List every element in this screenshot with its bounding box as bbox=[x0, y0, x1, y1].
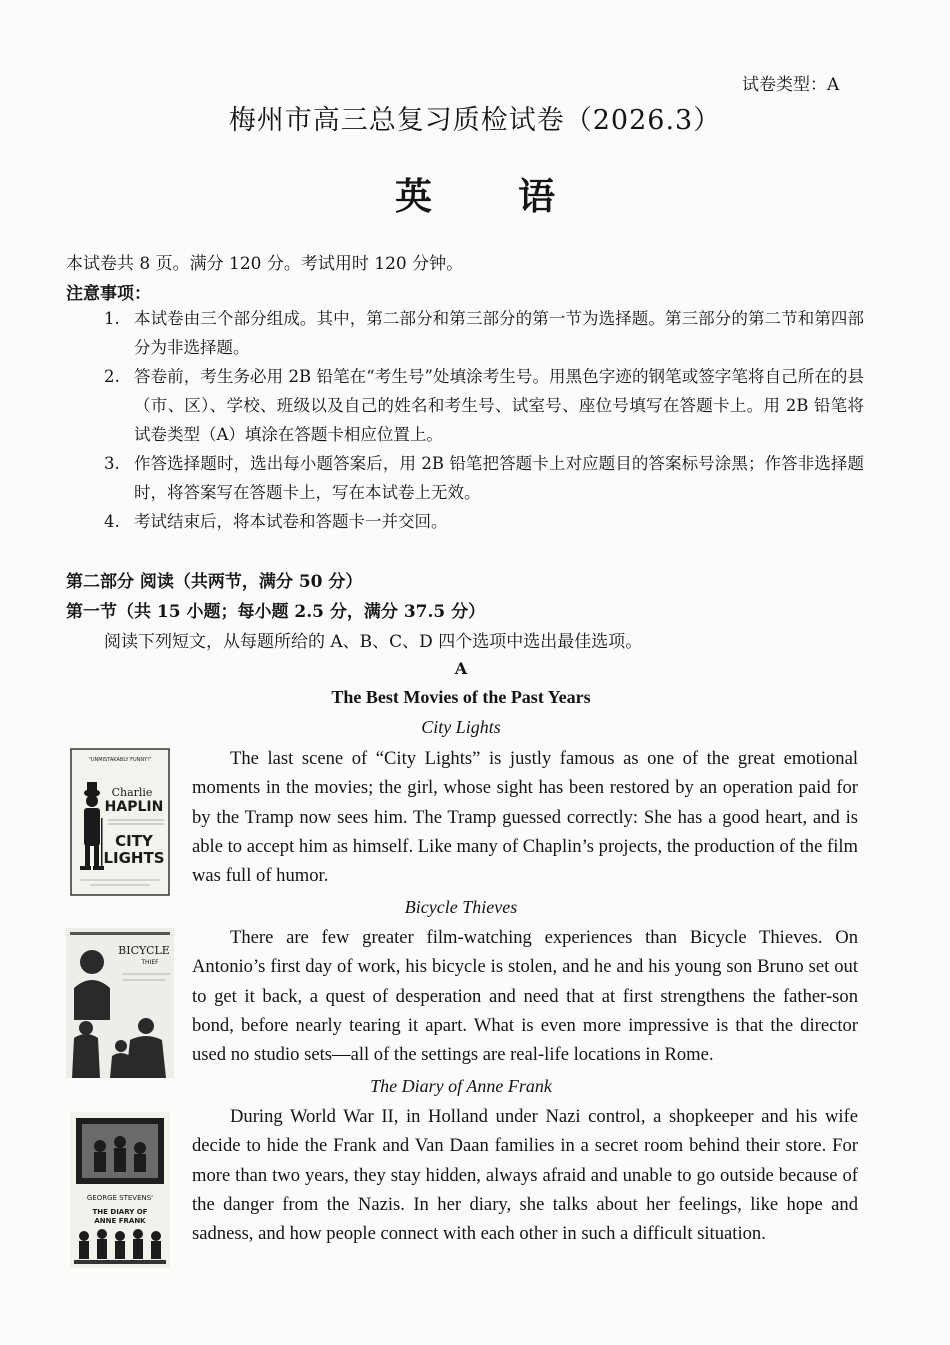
movie-title-bicycle-thieves: Bicycle Thieves bbox=[404, 897, 518, 917]
notice-item bbox=[104, 304, 864, 362]
notice-text: 本试卷由三个部分组成。其中，第二部分和第三部分的第一节为选择题。第三部分的第二节和第四部分为非选择题。 bbox=[134, 309, 864, 357]
notice-number: 2. bbox=[104, 367, 120, 386]
notice-number: 1. bbox=[104, 309, 120, 328]
notice-number: 4. bbox=[104, 512, 120, 531]
poster-film-line2: LIGHTS bbox=[103, 849, 165, 867]
exam-intro: 本试卷共 8 页。满分 120 分。考试用时 120 分钟。 bbox=[66, 254, 464, 274]
notice-text: 作答选择题时，选出每小题答案后，用 2B 铅笔把答题卡上对应题目的答案标号涂黑；作答非选择题时，将答案写在答题卡上，写在本试卷上无效。 bbox=[134, 454, 864, 502]
notice-item bbox=[104, 449, 864, 507]
passage-letter: A bbox=[454, 659, 468, 678]
city-lights-poster bbox=[70, 748, 170, 896]
poster-film-line1: BICYCLE bbox=[118, 944, 170, 957]
notice-item bbox=[104, 507, 864, 536]
poster-actor-first: Charlie bbox=[111, 786, 153, 799]
notice-list bbox=[104, 304, 864, 536]
movie-text-anne-frank bbox=[192, 1102, 858, 1248]
exam-title: 梅州市高三总复习质检试卷（2026.3） bbox=[228, 105, 722, 136]
movie-title-city-lights: City Lights bbox=[421, 717, 501, 737]
poster-film-line1: THE DIARY OF bbox=[92, 1208, 148, 1216]
movie-title-anne-frank: The Diary of Anne Frank bbox=[370, 1076, 552, 1096]
poster-actor-last: HAPLIN bbox=[104, 799, 164, 815]
subject-title: 英语 bbox=[395, 174, 641, 218]
anne-frank-poster bbox=[70, 1112, 170, 1268]
poster-film-line2: THIEF bbox=[141, 959, 159, 966]
paper-type-label: 试卷类型：A bbox=[742, 75, 840, 95]
poster-tagline: "UNMISTAKABLY FUNNY!" bbox=[88, 757, 152, 763]
part-two-heading: 第二部分 阅读（共两节，满分 50 分） bbox=[66, 572, 363, 592]
movie-description: The last scene of “City Lights” is justly famous as one of the great emotional moments in the movies; the girl, whose sight has been restored by an operation paid for by the Tramp now sees him. The Tramp guessed correctly: She has a good heart, and is able to accept him as himself. Like many of Chaplin’s projects, the production of the film was full of humor. bbox=[192, 748, 858, 887]
notice-text: 考试结束后，将本试卷和答题卡一并交回。 bbox=[134, 512, 448, 531]
notice-number: 3. bbox=[104, 454, 120, 473]
bicycle-thieves-poster bbox=[66, 928, 174, 1078]
notice-heading: 注意事项： bbox=[66, 284, 151, 304]
movie-text-city-lights bbox=[192, 744, 858, 890]
passage-title: The Best Movies of the Past Years bbox=[331, 687, 591, 707]
movie-description: There are few greater film-watching experiences than Bicycle Thieves. On Antonio’s first day of work, his bicycle is stolen, and he and his young son Bruno set out to get it back, a quest of desperation and need that at first strengthens the father-son bond, before nearly tearing it apart. What is even more impressive is that the director used no studio sets—all of the settings are real-life locations in Rome. bbox=[192, 927, 858, 1066]
section-one-heading: 第一节（共 15 小题；每小题 2.5 分，满分 37.5 分） bbox=[66, 602, 486, 622]
movie-description: During World War II, in Holland under Nazi control, a shopkeeper and his wife decide to hide the Frank and Van Daan families in a secret room behind their store. For more than two years, they stay hidden, always afraid and unable to go outside because of the danger from the Nazis. In her diary, she talks about her feelings, like hope and sadness, and how people connect with each other in such a difficult situation. bbox=[192, 1106, 858, 1245]
notice-text: 答卷前，考生务必用 2B 铅笔在“考生号”处填涂考生号。用黑色字迹的钢笔或签字笔将自己所在的县（市、区）、学校、班级以及自己的姓名和考生号、试室号、座位号填写在答题卡上。用 2B 铅笔将试卷类型（A）填涂在答题卡相应位置上。 bbox=[134, 367, 864, 444]
reading-instruction: 阅读下列短文，从每题所给的 A、B、C、D 四个选项中选出最佳选项。 bbox=[104, 632, 643, 652]
poster-director: GEORGE STEVENS' bbox=[86, 1194, 154, 1202]
movie-text-bicycle-thieves bbox=[192, 923, 858, 1069]
notice-item bbox=[104, 362, 864, 449]
poster-film-line1: CITY bbox=[115, 832, 153, 850]
poster-film-line2: ANNE FRANK bbox=[94, 1217, 146, 1225]
